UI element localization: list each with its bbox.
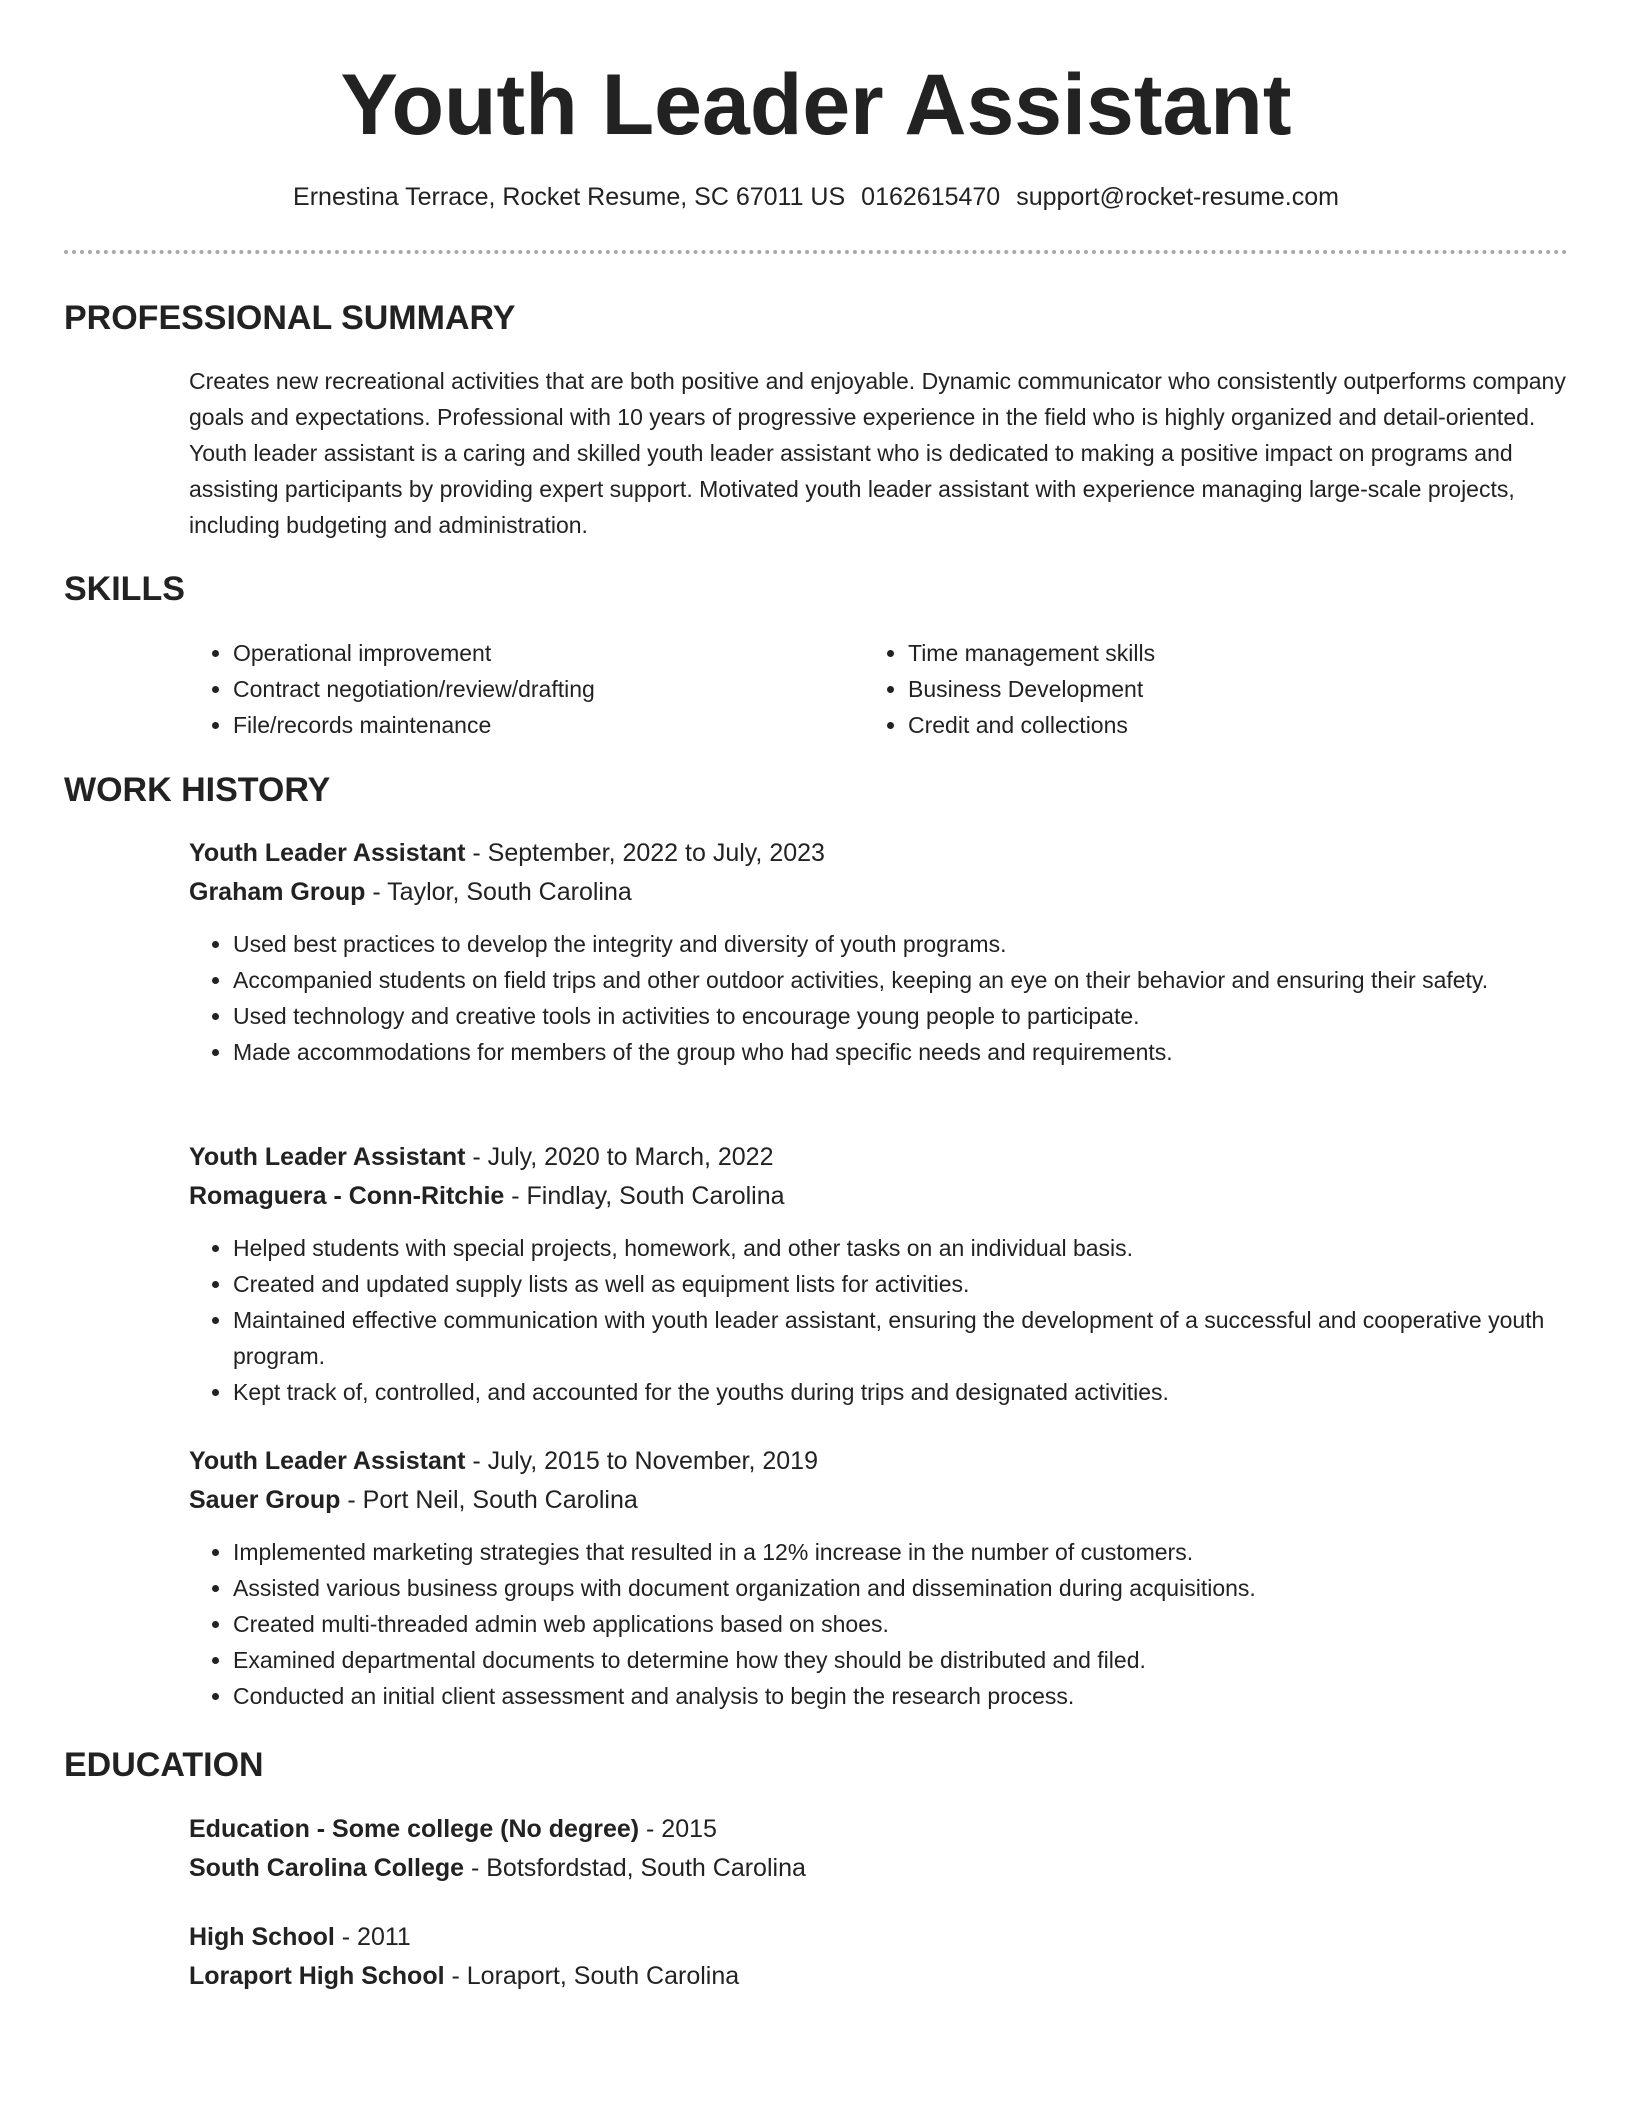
skill-item: • Contract negotiation/review/drafting (233, 671, 873, 707)
education-year: - 2011 (334, 1923, 411, 1951)
job-bullet: • Created and updated supply lists as well as equipment lists for activities. (233, 1266, 1613, 1302)
education-school: South Carolina College (189, 1854, 465, 1882)
job-company: Romaguera - Conn-Ritchie (189, 1182, 505, 1210)
job-company: Graham Group (189, 878, 366, 906)
skills-list-right (864, 635, 1548, 743)
job-location: - Port Neil, South Carolina (340, 1486, 638, 1514)
skills-list-left (189, 635, 873, 743)
job-dates: - September, 2022 to July, 2023 (465, 839, 825, 867)
section-title-education: EDUCATION (64, 1746, 264, 1784)
header-divider (64, 250, 1568, 254)
job-dates: - July, 2020 to March, 2022 (465, 1143, 774, 1171)
contact-address: Ernestina Terrace, Rocket Resume, SC 67011 US (293, 183, 846, 211)
job-title-line (189, 1443, 818, 1479)
job-bullet: • Created multi-threaded admin web applications based on shoes. (233, 1606, 1613, 1642)
skill-item: • Operational improvement (233, 635, 873, 671)
job-location: - Taylor, South Carolina (365, 878, 632, 906)
education-degree: High School (189, 1923, 335, 1951)
job-bullet: • Examined departmental documents to determine how they should be distributed and filed. (233, 1642, 1613, 1678)
education-location: - Loraport, South Carolina (444, 1962, 740, 1990)
education-degree: Education - Some college (No degree) (189, 1815, 640, 1843)
job-title-line (189, 835, 825, 871)
job-bullet: • Helped students with special projects, homework, and other tasks on an individual basis. (233, 1230, 1613, 1266)
job-bullet: • Made accommodations for members of the group who had specific needs and requirements. (233, 1034, 1613, 1070)
resume-name: Youth Leader Assistant (340, 57, 1292, 153)
contact-phone: 0162615470 (861, 183, 1001, 211)
education-year: - 2015 (639, 1815, 717, 1843)
skill-item: • Credit and collections (908, 707, 1548, 743)
job-role: Youth Leader Assistant (189, 839, 466, 867)
job-bullets (189, 926, 1613, 1070)
job-bullet: • Assisted various business groups with document organization and dissemination during acquisitions. (233, 1570, 1613, 1606)
job-company-line (189, 1178, 785, 1214)
job-location: - Findlay, South Carolina (504, 1182, 785, 1210)
job-bullets (189, 1230, 1613, 1410)
education-school-line (189, 1850, 806, 1886)
section-title-skills: SKILLS (64, 570, 185, 608)
job-bullet: • Implemented marketing strategies that resulted in a 12% increase in the number of customers. (233, 1534, 1613, 1570)
job-bullet: • Used technology and creative tools in activities to encourage young people to participate. (233, 998, 1613, 1034)
job-role: Youth Leader Assistant (189, 1143, 466, 1171)
contact-line (0, 180, 1632, 214)
job-bullet: • Accompanied students on field trips and other outdoor activities, keeping an eye on their behavior and ensuring their safety. (233, 962, 1613, 998)
skill-item: • Time management skills (908, 635, 1548, 671)
job-company-line (189, 874, 632, 910)
education-school-line (189, 1958, 739, 1994)
contact-email: support@rocket-resume.com (1016, 183, 1339, 211)
summary-text: Creates new recreational activities that are both positive and enjoyable. Dynamic communicator who consistently outperforms company goals and expectations. Professional with 10 years of progressive experience in the field who is highly organized and detail-oriented. Youth leader assistant is a caring and skilled youth leader assistant who is dedicated to making a positive impact on programs and assisting participants by providing expert support. Motivated youth leader assistant with experience managing large-scale projects, including budgeting and administration. (189, 368, 1566, 538)
job-company: Sauer Group (189, 1486, 341, 1514)
education-degree-line (189, 1811, 717, 1847)
section-title-summary: PROFESSIONAL SUMMARY (64, 299, 516, 337)
job-title-line (189, 1139, 774, 1175)
job-bullet: • Used best practices to develop the integrity and diversity of youth programs. (233, 926, 1613, 962)
job-role: Youth Leader Assistant (189, 1447, 466, 1475)
job-bullet: • Kept track of, controlled, and accounted for the youths during trips and designated activities. (233, 1374, 1613, 1410)
skill-item: • Business Development (908, 671, 1548, 707)
job-bullets (189, 1534, 1613, 1714)
job-bullet: • Conducted an initial client assessment and analysis to begin the research process. (233, 1678, 1613, 1714)
job-bullet: • Maintained effective communication with youth leader assistant, ensuring the development of a successful and cooperative youth program. (233, 1302, 1613, 1374)
education-location: - Botsfordstad, South Carolina (464, 1854, 806, 1882)
skill-item: • File/records maintenance (233, 707, 873, 743)
education-degree-line (189, 1919, 411, 1955)
education-school: Loraport High School (189, 1962, 445, 1990)
job-dates: - July, 2015 to November, 2019 (465, 1447, 818, 1475)
job-company-line (189, 1482, 638, 1518)
section-title-work: WORK HISTORY (64, 771, 331, 809)
